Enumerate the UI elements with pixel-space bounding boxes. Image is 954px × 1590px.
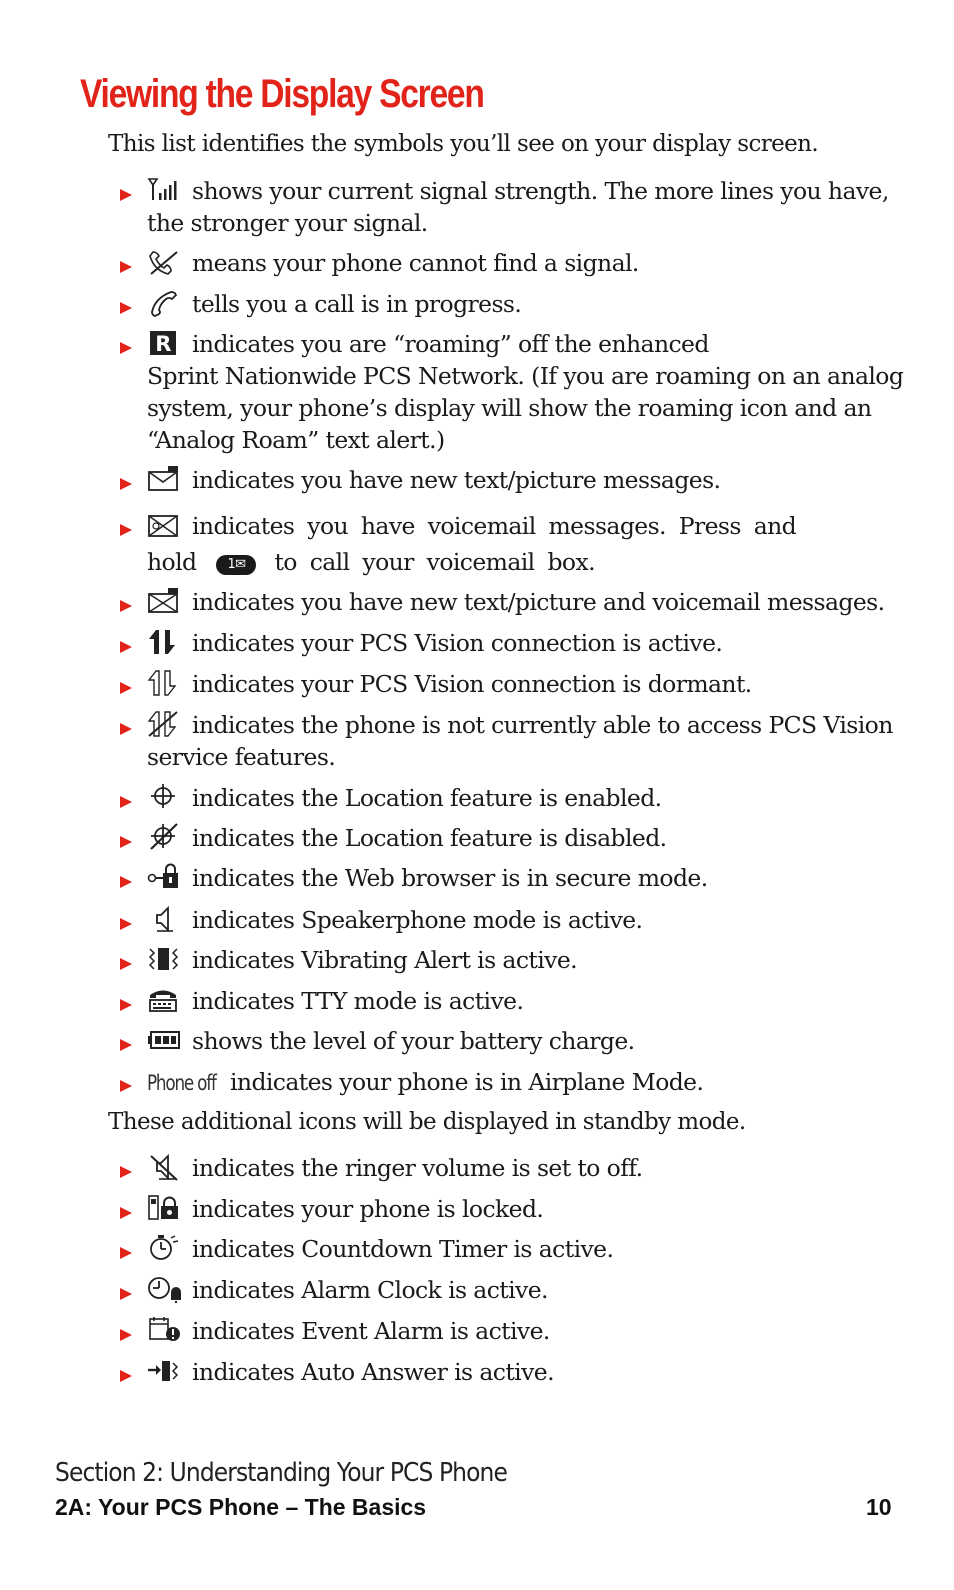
- item-text: indicates you have voicemail messages. Press and: [192, 512, 797, 540]
- bullet-icon: [120, 1370, 132, 1382]
- item-text: hold: [147, 548, 197, 576]
- bullet-icon: [120, 342, 132, 354]
- airplane-mode-label: Phone off: [147, 1071, 216, 1095]
- bullet-icon: [120, 1166, 132, 1178]
- voicemail-key-icon: 1✉: [216, 555, 256, 575]
- vibrate-icon: [147, 945, 181, 973]
- new-message-icon: [147, 465, 181, 493]
- item-text: the stronger your signal.: [147, 209, 428, 237]
- bullet-icon: [120, 600, 132, 612]
- item-text: indicates you have new text/picture messages.: [192, 466, 721, 494]
- bullet-icon: [120, 1080, 132, 1092]
- item-text: indicates TTY mode is active.: [192, 987, 524, 1015]
- bullet-icon: [120, 189, 132, 201]
- item-text: indicates Alarm Clock is active.: [192, 1276, 548, 1304]
- item-text: indicates your PCS Vision connection is active.: [192, 629, 723, 657]
- item-text: “Analog Roam” text alert.): [147, 426, 445, 454]
- tty-icon: [147, 986, 181, 1014]
- item-text: shows the level of your battery charge.: [192, 1027, 635, 1055]
- ringer-off-icon: [147, 1153, 181, 1181]
- message-voicemail-icon: [147, 587, 181, 615]
- item-text: Sprint Nationwide PCS Network. (If you are roaming on an analog: [147, 362, 904, 390]
- intro-text: This list identifies the symbols you’ll see on your display screen.: [108, 131, 819, 157]
- bullet-icon: [120, 723, 132, 735]
- bullet-icon: [120, 836, 132, 848]
- speakerphone-icon: [147, 905, 181, 933]
- item-text: indicates Auto Answer is active.: [192, 1358, 554, 1386]
- item-text: means your phone cannot find a signal.: [192, 249, 639, 277]
- item-text: shows your current signal strength. The more lines you have,: [192, 177, 889, 205]
- footer-chapter-title: 2A: Your PCS Phone – The Basics: [55, 1494, 427, 1520]
- footer-section-title: Section 2: Understanding Your PCS Phone: [55, 1458, 507, 1488]
- page-title: Viewing the Display Screen: [80, 72, 484, 116]
- bullet-icon: [120, 1288, 132, 1300]
- bullet-icon: [120, 682, 132, 694]
- item-text: indicates the Location feature is enabled.: [192, 784, 662, 812]
- bullet-icon: [120, 1329, 132, 1341]
- page-number: 10: [866, 1494, 892, 1520]
- item-text: indicates Event Alarm is active.: [192, 1317, 550, 1345]
- item-text: indicates your phone is locked.: [192, 1195, 544, 1223]
- signal-strength-icon: [147, 176, 181, 204]
- item-text: system, your phone’s display will show the roaming icon and an: [147, 394, 872, 422]
- bullet-icon: [120, 524, 132, 536]
- phone-locked-icon: [147, 1194, 181, 1222]
- item-text: indicates Speakerphone mode is active.: [192, 906, 643, 934]
- auto-answer-icon: [147, 1357, 181, 1385]
- item-text: indicates your PCS Vision connection is dormant.: [192, 670, 752, 698]
- location-on-icon: [147, 783, 181, 811]
- item-text: indicates your phone is in Airplane Mode.: [230, 1068, 704, 1096]
- item-text: indicates the Web browser is in secure mode.: [192, 864, 708, 892]
- item-text: to call your voicemail box.: [274, 548, 595, 576]
- bullet-icon: [120, 1207, 132, 1219]
- item-text: indicates Countdown Timer is active.: [192, 1235, 614, 1263]
- bullet-icon: [120, 1039, 132, 1051]
- item-text: indicates the Location feature is disabled.: [192, 824, 667, 852]
- item-text: tells you a call is in progress.: [192, 290, 522, 318]
- standby-intro-text: These additional icons will be displayed in standby mode.: [108, 1109, 746, 1135]
- location-off-icon: [147, 823, 181, 851]
- bullet-icon: [120, 641, 132, 653]
- item-text: indicates the ringer volume is set to off.: [192, 1154, 643, 1182]
- item-text: indicates you are “roaming” off the enhanced: [192, 330, 709, 358]
- bullet-icon: [120, 1247, 132, 1259]
- bullet-icon: [120, 478, 132, 490]
- bullet-icon: [120, 302, 132, 314]
- item-text: indicates the phone is not currently able to access PCS Vision: [192, 711, 893, 739]
- svg-text:R: R: [155, 332, 171, 356]
- bullet-icon: [120, 918, 132, 930]
- bullet-icon: [120, 876, 132, 888]
- bullet-icon: [120, 999, 132, 1011]
- battery-icon: [147, 1026, 181, 1054]
- bullet-icon: [120, 796, 132, 808]
- vision-dormant-icon: [147, 669, 181, 697]
- call-in-progress-icon: [147, 289, 181, 317]
- alarm-clock-icon: [147, 1275, 181, 1303]
- countdown-timer-icon: [147, 1234, 181, 1262]
- secure-browser-icon: [147, 863, 181, 891]
- bullet-icon: [120, 958, 132, 970]
- roaming-icon: [147, 329, 181, 357]
- vision-active-icon: [147, 628, 181, 656]
- no-signal-icon: [147, 248, 181, 276]
- item-text: indicates Vibrating Alert is active.: [192, 946, 578, 974]
- item-text: indicates you have new text/picture and voicemail messages.: [192, 588, 885, 616]
- bullet-icon: [120, 261, 132, 273]
- voicemail-icon: [147, 511, 181, 539]
- event-alarm-icon: [147, 1316, 181, 1344]
- item-text: service features.: [147, 743, 336, 771]
- vision-unavailable-icon: [147, 710, 181, 738]
